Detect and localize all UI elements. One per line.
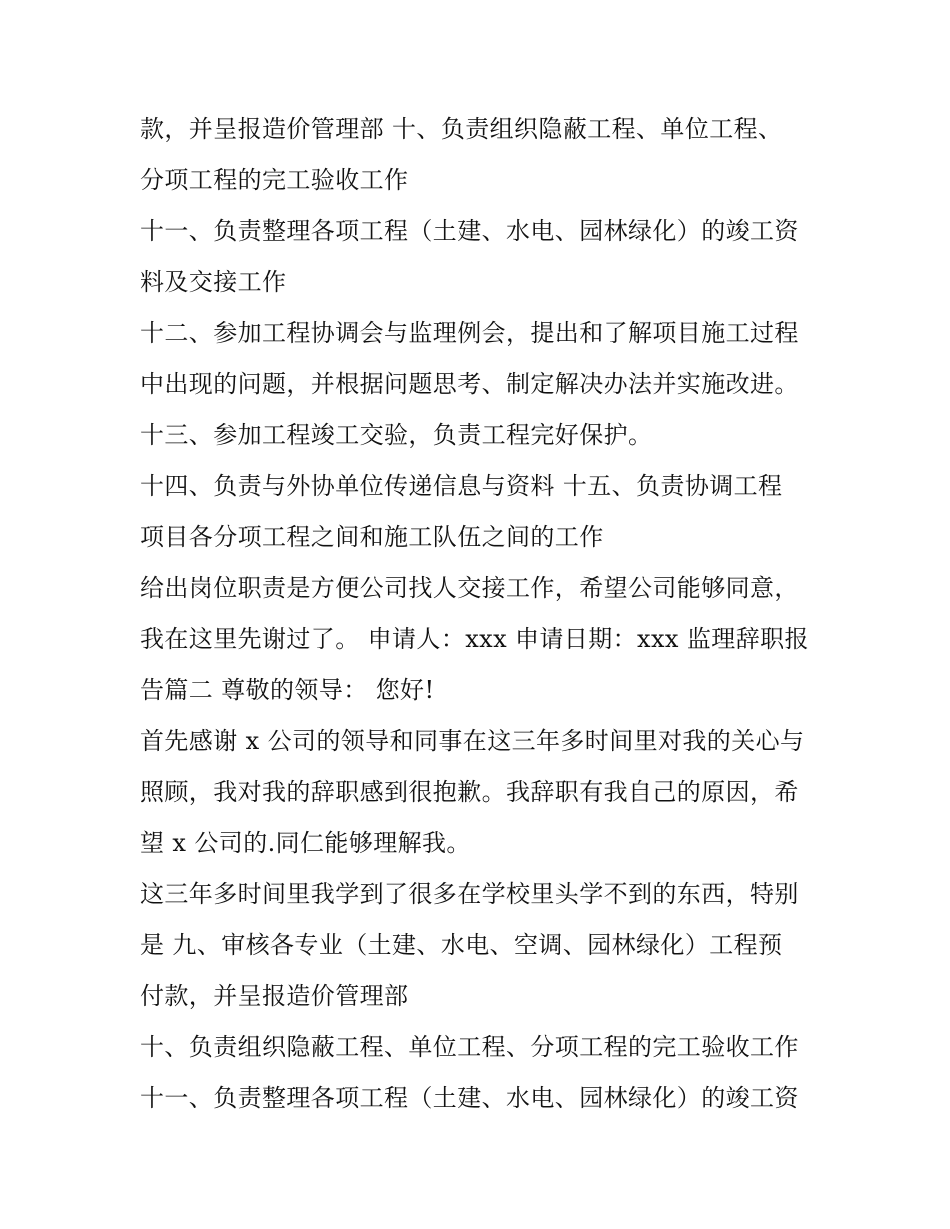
text-line: 十三、参加工程竣工交验，负责工程完好保护。 xyxy=(140,421,653,449)
text-line: 项目各分项工程之间和施工队伍之间的工作 xyxy=(140,523,604,551)
text-line: 给出岗位职责是方便公司找人交接工作，希望公司能够同意， xyxy=(140,574,799,602)
text-line: 中出现的问题，并根据问题思考、制定解决办法并实施改进。 xyxy=(140,370,799,398)
text-line: 告篇二 尊敬的领导： 您好! xyxy=(140,676,435,704)
text-line: 付款，并呈报造价管理部 xyxy=(140,982,409,1010)
text-line: 这三年多时间里我学到了很多在学校里头学不到的东西，特别 xyxy=(140,880,799,908)
text-line: 十、负责组织隐蔽工程、单位工程、分项工程的完工验收工作 xyxy=(140,1033,799,1061)
text-line: 十一、负责整理各项工程（土建、水电、园林绿化）的竣工资 xyxy=(140,1084,799,1112)
text-line: 款，并呈报造价管理部 十、负责组织隐蔽工程、单位工程、 xyxy=(140,115,783,143)
text-line: 首先感谢 x 公司的领导和同事在这三年多时间里对我的关心与 xyxy=(140,727,805,755)
text-line: 料及交接工作 xyxy=(140,268,287,296)
text-line: 十一、负责整理各项工程（土建、水电、园林绿化）的竣工资 xyxy=(140,217,799,245)
text-line: 是 九、审核各专业（土建、水电、空调、园林绿化）工程预 xyxy=(140,931,783,959)
text-line: 照顾，我对我的辞职感到很抱歉。我辞职有我自己的原因，希 xyxy=(140,778,799,806)
text-line: 我在这里先谢过了。 申请人：xxx 申请日期：xxx 监理辞职报 xyxy=(140,625,809,653)
text-line: 十四、负责与外协单位传递信息与资料 十五、负责协调工程 xyxy=(140,472,783,500)
text-line: 望 x 公司的.同仁能够理解我。 xyxy=(140,829,471,857)
text-line: 分项工程的完工验收工作 xyxy=(140,166,409,194)
document-body xyxy=(140,104,830,1124)
text-line: 十二、参加工程协调会与监理例会，提出和了解项目施工过程 xyxy=(140,319,799,347)
